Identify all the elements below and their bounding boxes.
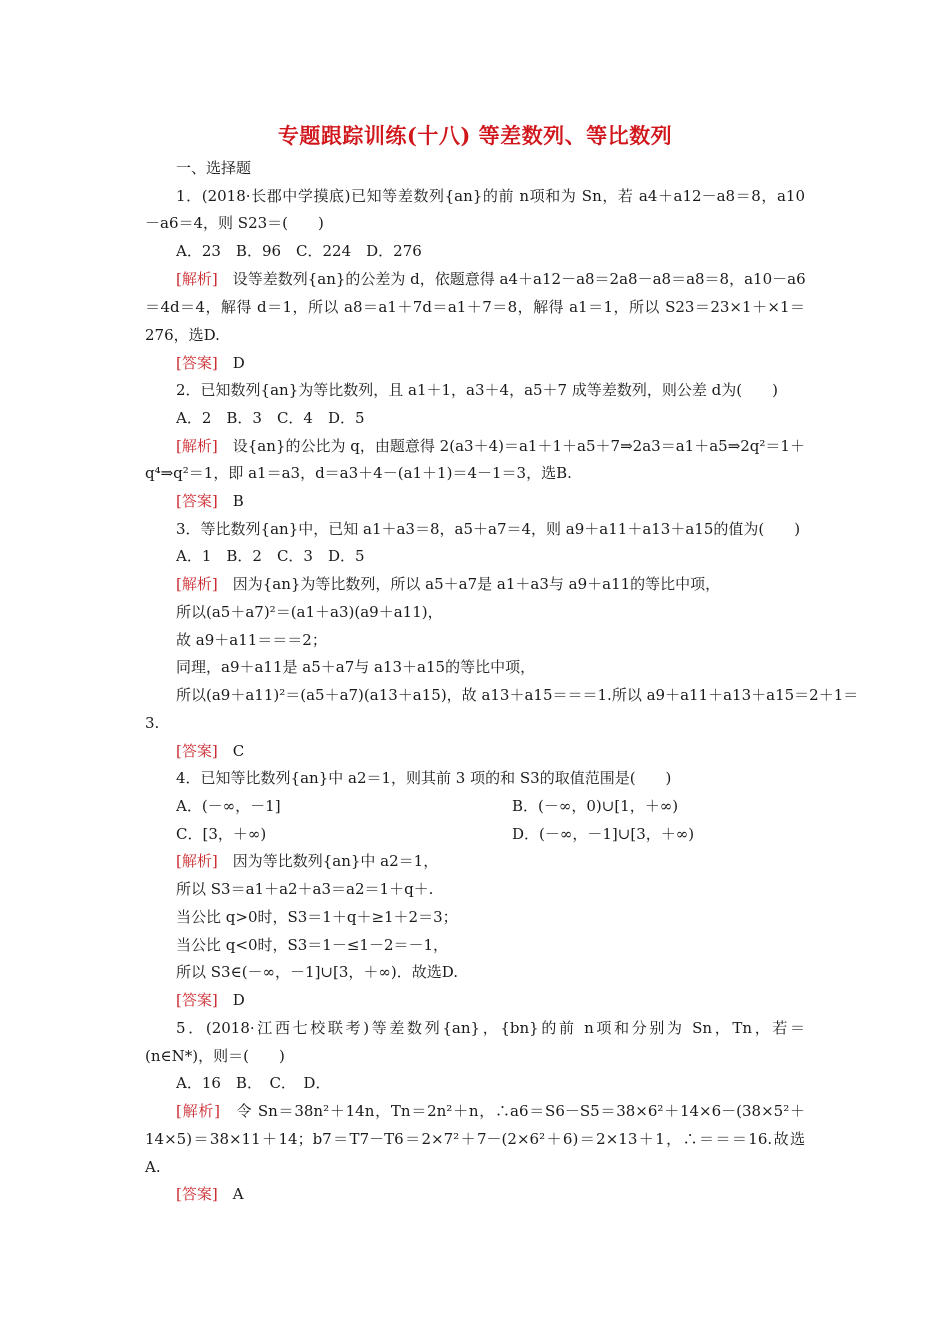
q4-analysis-tag: [解析] <box>176 852 218 870</box>
q3-analysis-line1 <box>176 574 805 594</box>
q2-options: A．2 B．3 C．4 D．5 <box>176 409 365 427</box>
q5-answer-tag: [答案] <box>176 1185 218 1203</box>
q4-analysis-line3: 当公比 q>0时，S3＝1＋q＋≥1＋2＝3； <box>176 908 458 926</box>
q4-answer-line <box>176 990 805 1010</box>
q5-answer-line <box>176 1184 805 1204</box>
q2-analysis-line1 <box>176 436 805 456</box>
q4-analysis-line2: 所以 S3＝a1＋a2＋a3＝a2＝1＋q＋. <box>176 880 434 898</box>
q1-analysis-line1 <box>176 269 805 289</box>
q3-analysis-line6: 3. <box>145 714 160 732</box>
q3-answer-line <box>176 741 805 761</box>
q1-stem-line1: 1．(2018·长郡中学摸底)已知等差数列{an}的前 n项和为 Sn，若 a4＋a12－a8＝8，a10 <box>176 187 805 205</box>
q2-analysis-line2: q⁴⇒q²＝1，即 a1＝a3，d＝a3＋4－(a1＋1)＝4－1＝3，选B. <box>145 464 572 482</box>
q4-analysis-text1: 因为等比数列{an}中 a2＝1， <box>217 852 439 870</box>
q1-answer-line <box>176 353 805 373</box>
q4-option-a: A．(－∞，－1] <box>176 797 281 815</box>
q1-analysis-line2: ＝4d＝4，解得 d＝1，所以 a8＝a1＋7d＝a1＋7＝8，解得 a1＝1，所以 S23＝23×1＋×1＝ <box>145 298 805 316</box>
q5-analysis-line1 <box>176 1101 805 1121</box>
q3-analysis-line5: 所以(a9＋a11)²＝(a5＋a7)(a13＋a15)，故 a13＋a15＝＝＝1.所以 a9＋a11＋a13＋a15＝2＋1＝ <box>176 686 859 704</box>
q4-answer-tag: [答案] <box>176 991 218 1009</box>
q1-stem-line2: －a6＝4，则 S23＝( ) <box>145 214 324 232</box>
q5-answer: A <box>217 1185 244 1203</box>
page-title: 专题跟踪训练(十八) 等差数列、等比数列 <box>277 123 673 148</box>
q3-answer-tag: [答案] <box>176 742 218 760</box>
q3-analysis-line4: 同理，a9＋a11是 a5＋a7与 a13＋a15的等比中项， <box>176 658 536 676</box>
q5-options: A．16 B． C． D． <box>176 1074 331 1092</box>
q1-analysis-tag: [解析] <box>176 270 218 288</box>
q1-answer: D <box>217 354 245 372</box>
q2-stem: 2．已知数列{an}为等比数列，且 a1＋1，a3＋4，a5＋7 成等差数列，则公差 d为( ) <box>176 381 778 399</box>
q4-analysis-line5: 所以 S3∈(－∞，－1]∪[3，＋∞)．故选D. <box>176 963 459 981</box>
q4-analysis-line4: 当公比 q<0时，S3＝1－≤1－2＝－1， <box>176 936 449 954</box>
q3-analysis-line2: 所以(a5＋a7)²＝(a1＋a3)(a9＋a11)， <box>176 603 443 621</box>
q3-options: A．1 B．2 C．3 D．5 <box>176 547 365 565</box>
q5-analysis-line3: A. <box>145 1158 161 1176</box>
q5-stem-line1: 5．(2018·江西七校联考)等差数列{an}，{bn}的前 n项和分别为 Sn，Tn，若＝ <box>176 1019 805 1037</box>
q1-analysis-line3: 276，选D. <box>145 326 220 344</box>
q4-option-d: D．(－∞，－1]∪[3，＋∞) <box>512 825 695 843</box>
q2-answer-line <box>176 491 805 511</box>
q4-stem: 4．已知等比数列{an}中 a2＝1，则其前 3 项的和 S3的取值范围是( ) <box>176 769 672 787</box>
q2-analysis-text1: 设{an}的公比为 q，由题意得 2(a3＋4)＝a1＋1＋a5＋7⇒2a3＝a1＋a5⇒2q²＝1＋ <box>217 437 805 455</box>
q3-analysis-tag: [解析] <box>176 575 218 593</box>
q2-answer: B <box>217 492 244 510</box>
q3-analysis-line3: 故 a9＋a11＝＝＝2； <box>176 631 327 649</box>
q5-stem-line2: (n∈N*)，则＝( ) <box>145 1047 285 1065</box>
q5-analysis-line2: 14×5)＝38×11＋14；b7＝T7－T6＝2×7²＋7－(2×6²＋6)＝2×13＋1，∴＝＝＝16.故选 <box>145 1130 805 1148</box>
q1-options: A．23 B．96 C．224 D．276 <box>176 242 422 260</box>
section-heading: 一、选择题 <box>176 159 252 177</box>
q2-answer-tag: [答案] <box>176 492 218 510</box>
q4-analysis-line1 <box>176 851 805 871</box>
q3-answer: C <box>217 742 245 760</box>
q1-answer-tag: [答案] <box>176 354 218 372</box>
q4-answer: D <box>217 991 245 1009</box>
q3-stem: 3．等比数列{an}中，已知 a1＋a3＝8，a5＋a7＝4，则 a9＋a11＋a13＋a15的值为( ) <box>176 520 801 538</box>
q4-option-b: B．(－∞，0)∪[1，＋∞) <box>512 797 679 815</box>
q5-analysis-text1: 令 Sn＝38n²＋14n，Tn＝2n²＋n，∴a6＝S6－S5＝38×6²＋14×6－(38×5²＋ <box>220 1102 805 1120</box>
q1-analysis-text1: 设等差数列{an}的公差为 d，依题意得 a4＋a12－a8＝2a8－a8＝a8＝8，a10－a6 <box>217 270 806 288</box>
q4-option-c: C．[3，＋∞) <box>176 825 267 843</box>
q5-analysis-tag: [解析] <box>176 1102 221 1120</box>
q2-analysis-tag: [解析] <box>176 437 218 455</box>
q3-analysis-text1: 因为{an}为等比数列，所以 a5＋a7是 a1＋a3与 a9＋a11的等比中项， <box>217 575 721 593</box>
